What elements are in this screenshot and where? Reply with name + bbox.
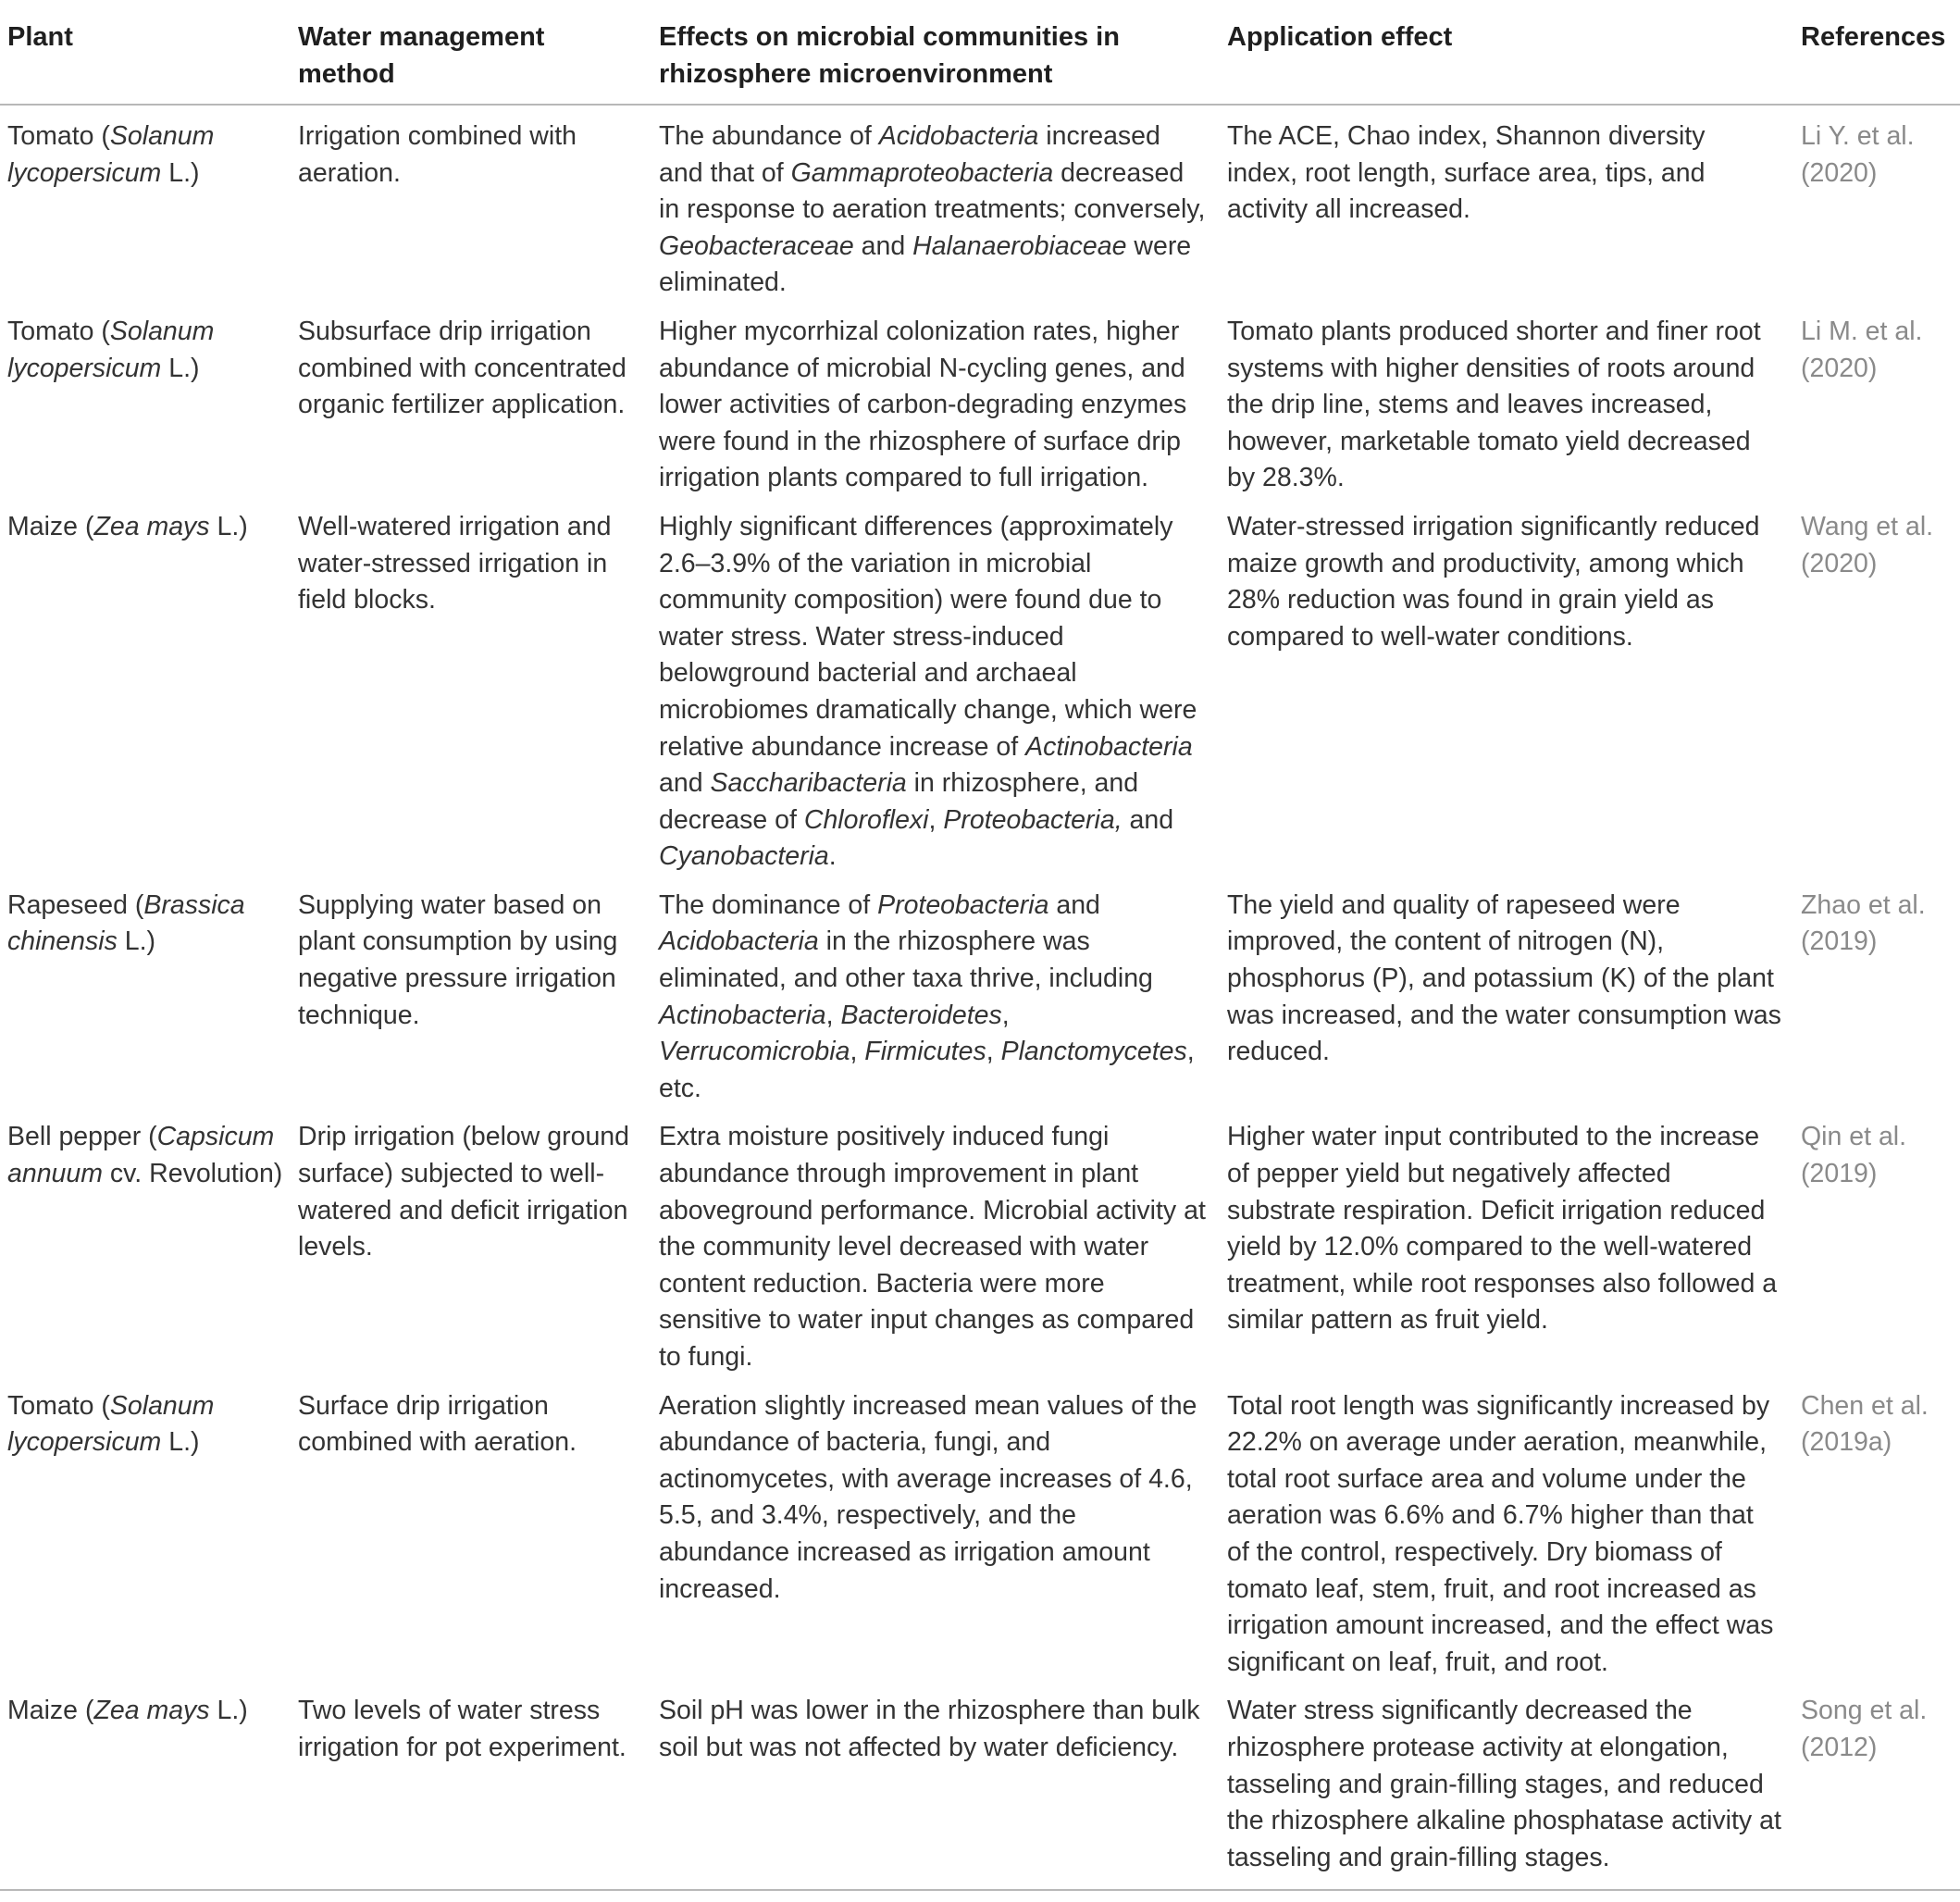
table-row	[0, 1381, 1960, 1686]
text-segment: Brassica chinensis	[7, 889, 253, 957]
cell-microbial-effects	[657, 502, 1225, 880]
text-segment: Actinobacteria	[1025, 731, 1193, 762]
text-segment: increased and that of	[659, 121, 1168, 188]
cell-reference: Li M. et al. (2020)	[1801, 316, 1923, 383]
text-segment: Tomato (	[7, 1390, 110, 1421]
text-segment: ,	[850, 1037, 865, 1067]
text-segment: The dominance of	[659, 889, 878, 920]
cell-plant	[0, 306, 296, 502]
text-segment: Maize (	[7, 1696, 94, 1726]
text-segment: ,	[986, 1037, 1001, 1067]
cell-water-management-method: Drip irrigation (below ground surface) subjected to well-watered and deficit irrigation levels.	[298, 1122, 630, 1262]
text-segment: ,	[825, 1000, 841, 1030]
text-segment: Tomato (	[7, 121, 110, 151]
cell-plant	[0, 105, 296, 306]
cell-water-management-method: Irrigation combined with aeration.	[298, 121, 577, 188]
text-segment: Higher mycorrhizal colonization rates, higher abundance of microbial N-cycling genes, and lower activities of carbon-degrading enzymes were found in the rhizosphere of surface drip irrigation plants compared to full irrigation.	[659, 316, 1195, 493]
text-segment: Rapeseed (	[7, 889, 144, 920]
table-row	[0, 1685, 1960, 1890]
text-segment: Acidobacteria	[659, 926, 819, 957]
text-segment: Zea mays	[93, 511, 210, 541]
text-segment: Bell pepper (	[7, 1122, 157, 1152]
cell-plant	[0, 1112, 296, 1380]
header-references: References	[1795, 11, 1960, 105]
cell-plant	[0, 502, 296, 880]
cell-microbial-effects	[657, 1381, 1225, 1686]
text-segment: Halanaerobiaceae	[912, 230, 1127, 261]
text-segment: and	[1048, 889, 1108, 920]
text-segment: Solanum lycopersicum	[7, 121, 222, 188]
text-segment: in the rhizosphere was eliminated, and other taxa thrive, including	[659, 926, 1160, 994]
cell-application-effect: Total root length was significantly increased by 22.2% on average under aeration, meanwhile, total root surface area and volume under the aeration was 6.6% and 6.7% higher than that of the control, respectively. Dry biomass of tomato leaf, stem, fruit, and root increased as irrigation amount increased, and the effect was significant on leaf, fruit, and root.	[1227, 1390, 1774, 1677]
text-segment: Bacteroidetes	[840, 1000, 1002, 1030]
text-segment: Capsicum annuum	[7, 1122, 282, 1189]
table-row	[0, 502, 1960, 880]
text-segment: Geobacteraceae	[659, 230, 854, 261]
text-segment: were eliminated.	[659, 230, 1199, 298]
text-segment: ,	[928, 804, 944, 835]
header-plant: Plant	[0, 11, 296, 105]
text-segment: L.)	[161, 1427, 200, 1458]
header-water-management-method: Water management method	[296, 11, 657, 105]
table-body	[0, 105, 1960, 1890]
cell-water-management-method: Surface drip irrigation combined with aeration.	[298, 1390, 577, 1458]
cell-application-effect: The ACE, Chao index, Shannon diversity index, root length, surface area, tips, and activity all increased.	[1227, 121, 1706, 225]
cell-reference: Zhao et al. (2019)	[1801, 889, 1926, 957]
text-segment: in rhizosphere, and decrease of	[659, 768, 1147, 835]
cell-reference: Wang et al. (2020)	[1801, 511, 1934, 578]
cell-microbial-effects	[657, 306, 1225, 502]
text-segment: Highly significant differences (approximately 2.6–3.9% of the variation in microbial community composition) were found due to water stress. Water stress-induced belowground bacterial and archaeal microbiomes dramatically change, which were relative abundance increase of	[659, 511, 1205, 762]
table-row	[0, 880, 1960, 1113]
text-segment: Extra moisture positively induced fungi abundance through improvement in plant aboveground performance. Microbial activity at the community level decreased with water content reduction. Bacteria were more sensitive to water input changes as compared to fungi.	[659, 1122, 1213, 1372]
table-row	[0, 306, 1960, 502]
cell-reference: Li Y. et al. (2020)	[1801, 121, 1915, 188]
data-table	[0, 11, 1960, 1891]
table-row	[0, 105, 1960, 306]
text-segment: Saccharibacteria	[710, 768, 907, 799]
table-header	[0, 11, 1960, 105]
text-segment: L.)	[117, 926, 156, 957]
cell-plant	[0, 1381, 296, 1686]
cell-application-effect: Higher water input contributed to the increase of pepper yield but negatively affected substrate respiration. Deficit irrigation reduced yield by 12.0% compared to the well-watered treatment, while root responses also followed a similar pattern as fruit yield.	[1227, 1122, 1778, 1336]
cell-microbial-effects	[657, 1685, 1225, 1890]
text-segment: , etc.	[659, 1037, 1202, 1103]
text-segment: The abundance of	[659, 121, 879, 151]
cell-water-management-method: Well-watered irrigation and water-stressed irrigation in field blocks.	[298, 511, 612, 615]
cell-reference: Chen et al. (2019a)	[1801, 1390, 1929, 1458]
cell-water-management-method: Two levels of water stress irrigation for pot experiment.	[296, 1685, 657, 1890]
cell-application-effect: Water stress significantly decreased the rhizosphere protease activity at elongation, tasseling and grain-filling stages, and reduced the rhizosphere alkaline phosphatase activity at tasseling and grain-filling stages.	[1225, 1685, 1795, 1890]
text-segment: Proteobacteria	[877, 889, 1049, 920]
header-row	[0, 11, 1960, 105]
header-effects-on-microbial-communities: Effects on microbial communities in rhizosphere microenvironment	[657, 11, 1225, 105]
text-segment: and	[853, 230, 913, 261]
text-segment: Cyanobacteria	[659, 841, 829, 872]
text-segment: .	[828, 841, 837, 872]
text-segment: Solanum lycopersicum	[7, 316, 222, 383]
table-row	[0, 1112, 1960, 1380]
text-segment: Zea mays	[93, 1696, 210, 1726]
text-segment: Firmicutes	[864, 1037, 986, 1067]
text-segment: Proteobacteria,	[943, 804, 1123, 835]
cell-microbial-effects	[657, 1112, 1225, 1380]
text-segment: and	[659, 731, 1200, 799]
text-segment: L.)	[209, 511, 248, 541]
cell-water-management-method: Subsurface drip irrigation combined with concentrated organic fertilizer application.	[298, 316, 626, 420]
text-segment: Acidobacteria	[878, 121, 1039, 151]
cell-water-management-method: Supplying water based on plant consumption by using negative pressure irrigation technique.	[298, 889, 618, 1030]
text-segment: Verrucomicrobia	[659, 1037, 850, 1067]
text-segment: decreased in response to aeration treatments; conversely,	[659, 157, 1213, 225]
text-segment: Solanum lycopersicum	[7, 1390, 222, 1458]
text-segment: Maize (	[7, 511, 94, 541]
text-segment: Actinobacteria	[659, 1000, 826, 1030]
text-segment: L.)	[209, 1696, 248, 1726]
cell-application-effect: The yield and quality of rapeseed were improved, the content of nitrogen (N), phosphorus (P), and potassium (K) of the plant was increased, and the water consumption was reduced.	[1227, 889, 1781, 1067]
text-segment: cv. Revolution)	[103, 1159, 283, 1189]
text-segment: Chloroflexi	[803, 804, 929, 835]
cell-reference: Qin et al. (2019)	[1801, 1122, 1907, 1189]
cell-plant	[0, 1685, 296, 1890]
text-segment: Tomato (	[7, 316, 110, 346]
text-segment: Soil pH was lower in the rhizosphere than bulk soil but was not affected by water deficiency.	[659, 1696, 1208, 1762]
text-segment: ,	[1001, 1000, 1017, 1030]
text-segment: L.)	[161, 353, 200, 383]
text-segment: and	[1122, 804, 1182, 835]
cell-application-effect: Tomato plants produced shorter and finer root systems with higher densities of roots around the drip line, stems and leaves increased, however, marketable tomato yield decreased by 28.3%.	[1227, 316, 1761, 493]
cell-reference: Song et al. (2012)	[1795, 1685, 1960, 1890]
cell-application-effect: Water-stressed irrigation significantly reduced maize growth and productivity, among which 28% reduction was found in grain yield as compared to well-water conditions.	[1227, 511, 1760, 652]
text-segment: Aeration slightly increased mean values of the abundance of bacteria, fungi, and actinomycetes, with average increases of 4.6, 5.5, and 3.4%, respectively, and the abundance increased as irrigation amount increased.	[659, 1390, 1205, 1604]
text-segment: L.)	[161, 157, 200, 188]
text-segment: Gammaproteobacteria	[790, 157, 1054, 188]
cell-microbial-effects	[657, 880, 1225, 1113]
text-segment: Planctomycetes	[1000, 1037, 1187, 1067]
header-application-effect: Application effect	[1225, 11, 1795, 105]
cell-plant	[0, 880, 296, 1113]
cell-microbial-effects	[657, 105, 1225, 306]
